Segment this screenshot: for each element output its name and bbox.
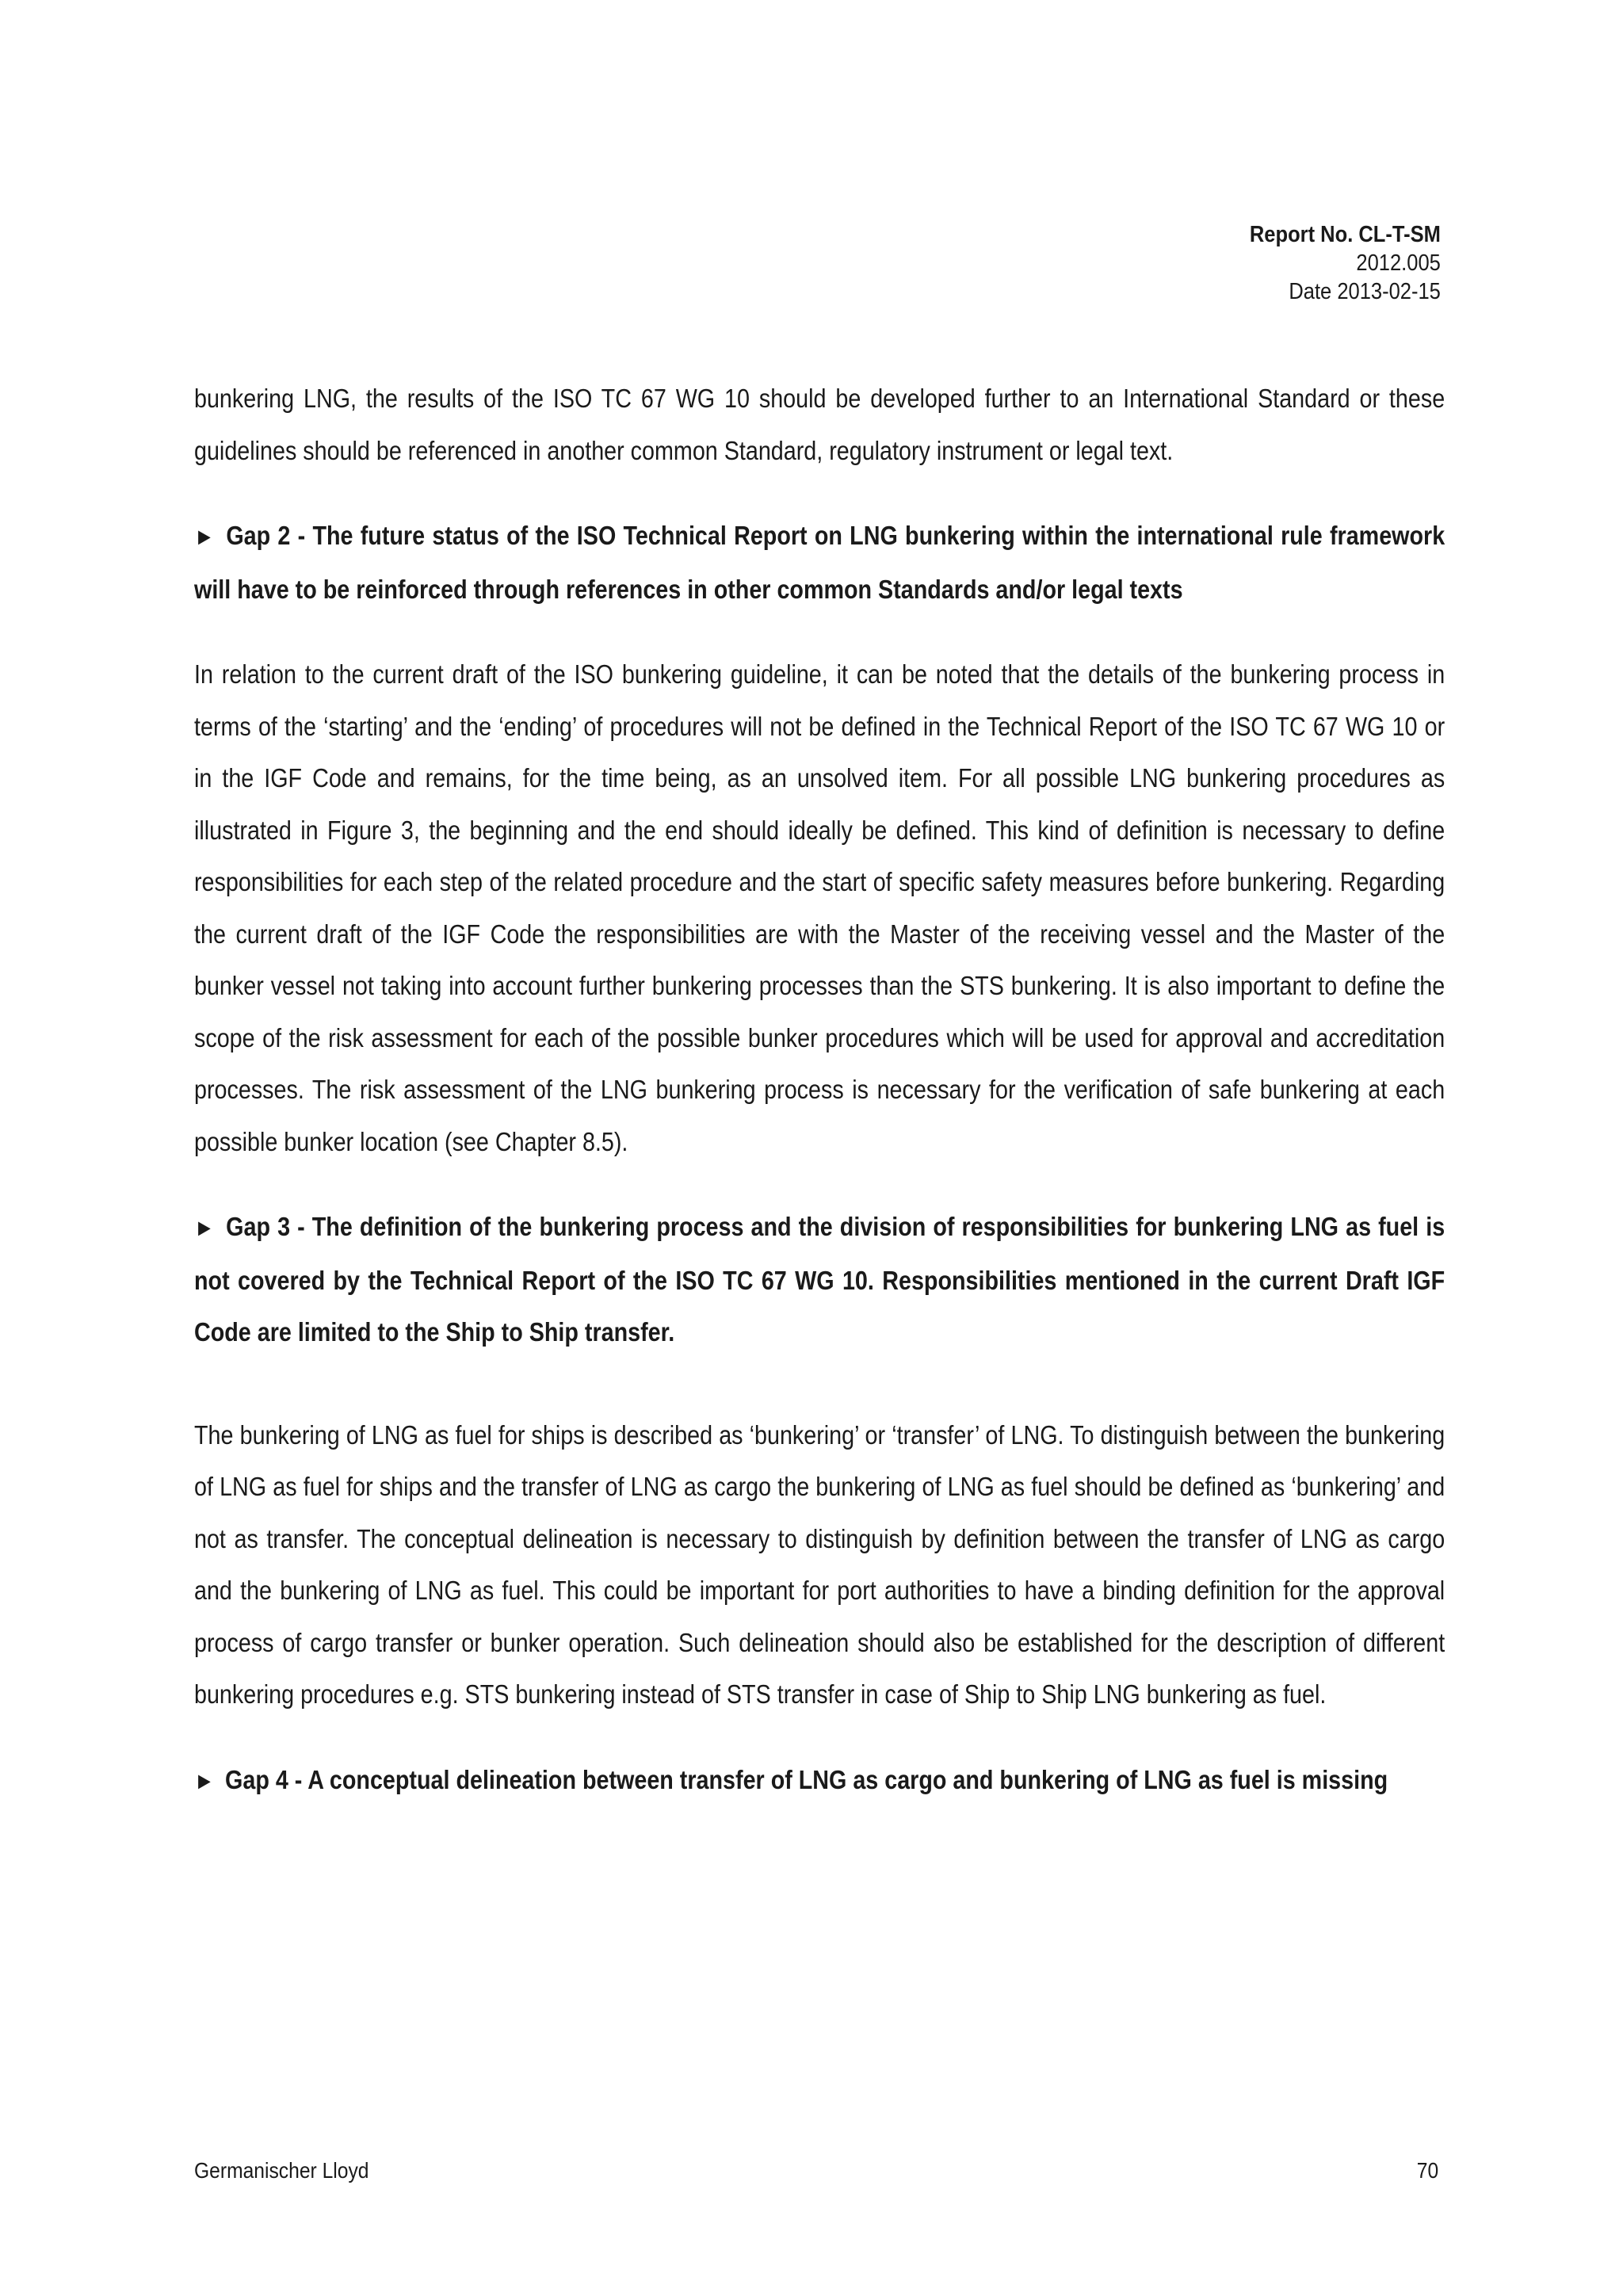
paragraph-3: The bunkering of LNG as fuel for ships is described as ‘bunkering’ or ‘transfer’ of LNG. To distinguish between the bunkering of LNG as fuel for ships and the transfer of LNG as cargo the bunkering of LNG as fuel should be defined as ‘bunkering’ and not as transfer. The conceptual delineation is necessary to distinguish by definition between the transfer of LNG as cargo and the bunkering of LNG as fuel. This could be important for port authorities to have a binding definition for the approval process of cargo transfer or bunker operation. Such delineation should also be established for the description of different bunkering procedures e.g. STS bunkering instead of STS transfer in case of Ship to Ship LNG bunkering as fuel. [194,1419,1445,1709]
arrow-bullet-icon: ► [194,1767,215,1794]
paragraph-1: bunkering LNG, the results of the ISO TC 67 WG 10 should be developed further to an International Standard or these guidelines should be referenced in another common Standard, regulatory instrument or legal text. [194,384,1445,465]
report-number-value: 2012.005 [1356,250,1441,276]
gap-2-statement [194,510,1445,615]
gap-2-text: Gap 2 - The future status of the ISO Technical Report on LNG bunkering within the international rule framework will have to be reinforced through references in other common Standards and/or legal texts [194,521,1445,604]
footer-page-number: 70 [1416,2158,1438,2183]
gap-3-statement [194,1201,1445,1358]
document-body [194,372,1445,1840]
paragraph-2: In relation to the current draft of the ISO bunkering guideline, it can be noted that the details of the bunkering process in terms of the ‘starting’ and the ‘ending’ of procedures will not be defined in the Technical Report of the ISO TC 67 WG 10 or in the IGF Code and remains, for the time being, as an unsolved item. For all possible LNG bunkering procedures as illustrated in Figure 3, the beginning and the end should ideally be defined. This kind of definition is necessary to define responsibilities for each step of the related procedure and the start of specific safety measures before bunkering. Regarding the current draft of the IGF Code the responsibilities are with the Master of the receiving vessel and the Master of the bunker vessel not taking into account further bunkering processes than the STS bunkering. It is also important to define the scope of the risk assessment for each of the possible bunker procedures which will be used for approval and accreditation processes. The risk assessment of the LNG bunkering process is necessary for the verification of safe bunkering at each possible bunker location (see Chapter 8.5). [194,659,1445,1156]
gap-3-text: Gap 3 - The definition of the bunkering process and the division of responsibilities for bunkering LNG as fuel is not covered by the Technical Report of the ISO TC 67 WG 10. Responsibilities mentioned in the current Draft IGF Code are limited to the Ship to Ship transfer. [194,1212,1445,1347]
footer-company: Germanischer Lloyd [194,2158,369,2183]
gap-4-statement [194,1754,1445,1808]
report-date: Date 2013-02-15 [1289,279,1441,304]
arrow-bullet-icon: ► [194,524,215,550]
gap-4-text: Gap 4 - A conceptual delineation between transfer of LNG as cargo and bunkering of LNG as fuel is missing [225,1764,1388,1794]
report-header [1250,220,1441,306]
report-number-label: Report No. CL-T-SM [1250,222,1441,247]
arrow-bullet-icon: ► [194,1215,215,1241]
